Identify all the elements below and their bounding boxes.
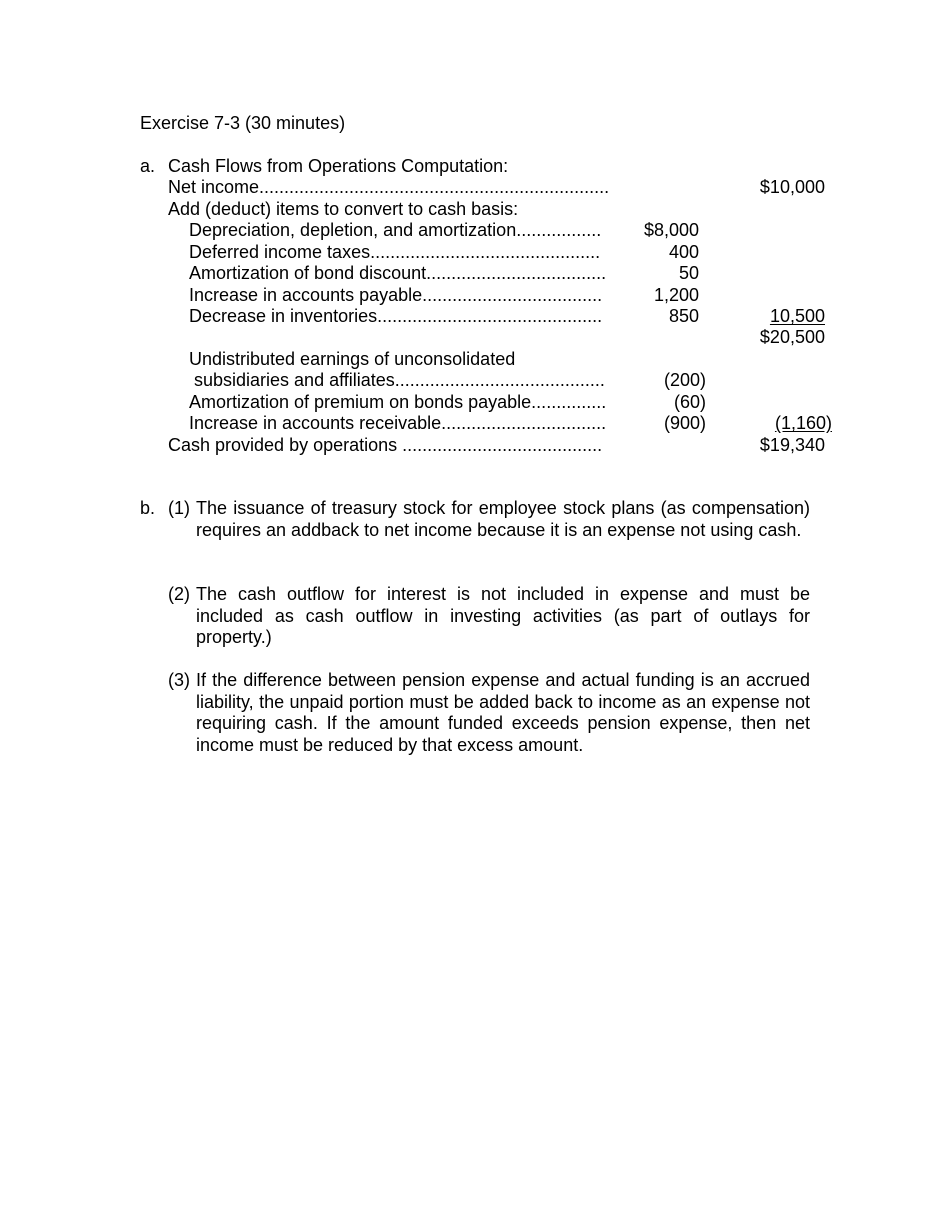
deductions-total: (1,160)	[774, 413, 832, 433]
part-b-marker: b.	[140, 498, 156, 518]
deduction-label: Undistributed earnings of unconsolidated	[189, 349, 516, 369]
part-a-marker: a.	[140, 156, 156, 176]
net-income-label: Net income......................................................................	[168, 177, 610, 197]
addition-label: Decrease in inventories.............................................	[189, 306, 603, 326]
deduction-amount: (60)	[673, 392, 706, 412]
addition-label: Amortization of bond discount....................................	[189, 263, 607, 283]
exercise-title: Exercise 7-3 (30 minutes)	[140, 113, 346, 133]
additions-total: 10,500	[769, 306, 825, 326]
addition-label: Depreciation, depletion, and amortization.................	[189, 220, 602, 240]
addition-amount: 400	[668, 242, 699, 262]
addition-amount: $8,000	[643, 220, 699, 240]
item-text: The issuance of treasury stock for employee stock plans (as compensation) requires an addback to net income because it is an expense not using cash.	[196, 498, 810, 540]
item-number: (2)	[168, 584, 190, 604]
addition-amount: 1,200	[653, 285, 699, 305]
add-deduct-label: Add (deduct) items to convert to cash basis:	[168, 199, 519, 219]
deduction-label: subsidiaries and affiliates..........................................	[194, 370, 605, 390]
subtotal: $20,500	[759, 327, 825, 347]
deduction-label: Amortization of premium on bonds payable...............	[189, 392, 607, 412]
item-number: (3)	[168, 670, 190, 690]
addition-amount: 850	[668, 306, 699, 326]
item-text: The cash outflow for interest is not included in expense and must be included as cash outflow in investing activities (as part of outlays for property.)	[196, 584, 810, 647]
item-text: If the difference between pension expense and actual funding is an accrued liability, the unpaid portion must be added back to income as an expense not requiring cash. If the amount funded exceeds pension expense, then net income must be reduced by that excess amount.	[196, 670, 810, 755]
deduction-amount: (200)	[663, 370, 706, 390]
cash-provided-total: $19,340	[759, 435, 825, 455]
part-a-heading: Cash Flows from Operations Computation:	[168, 156, 509, 176]
deduction-amount: (900)	[663, 413, 706, 433]
net-income-total: $10,000	[759, 177, 825, 197]
cash-provided-label: Cash provided by operations ........................................	[168, 435, 603, 455]
deduction-label: Increase in accounts receivable.................................	[189, 413, 607, 433]
item-number: (1)	[168, 498, 190, 518]
addition-label: Increase in accounts payable....................................	[189, 285, 603, 305]
addition-amount: 50	[678, 263, 699, 283]
addition-label: Deferred income taxes..............................................	[189, 242, 601, 262]
